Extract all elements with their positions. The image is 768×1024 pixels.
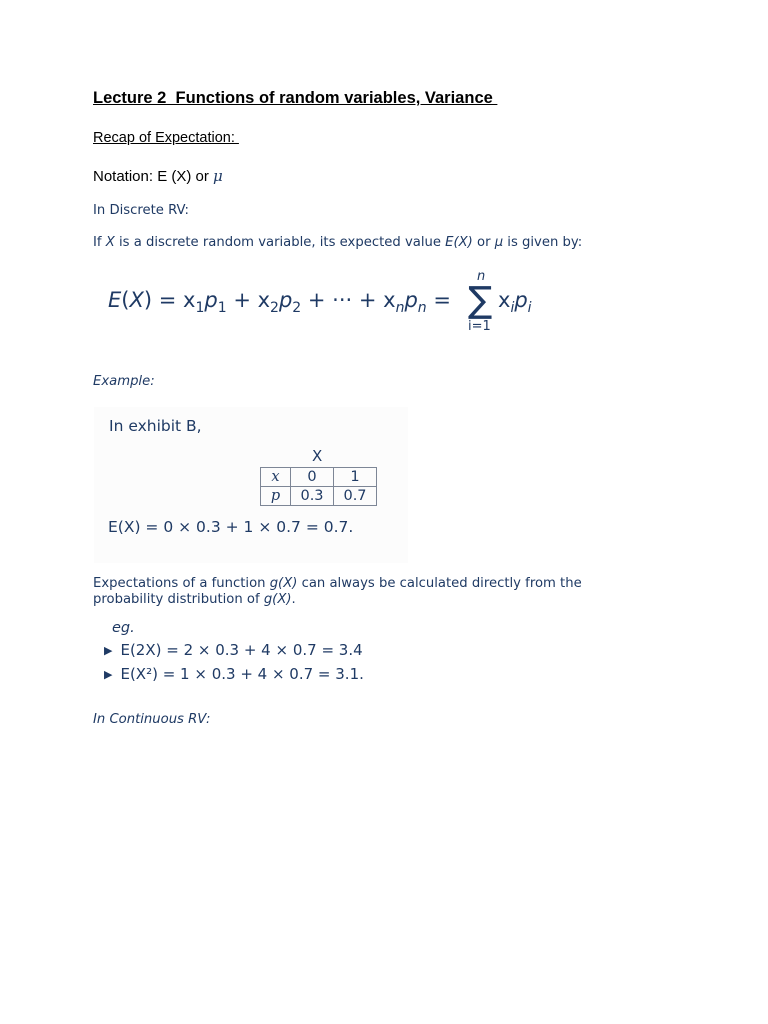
intro-ex: E(X) [445, 235, 473, 250]
intro-mu: μ [494, 235, 504, 250]
table-caption: X [312, 447, 323, 465]
sum-bottom: i=1 [468, 319, 491, 334]
intro-text-4: is given by: [503, 235, 583, 250]
expect-text-3: . [291, 592, 296, 607]
expectation-formula [108, 268, 568, 338]
intro-text-2: is a discrete random variable, its expected value [114, 235, 446, 250]
continuous-heading: In Continuous RV: [93, 712, 211, 727]
lecture-title: Lecture 2 Functions of random variables, Variance [93, 89, 498, 107]
row-label: x [261, 468, 291, 487]
exhibit-box [94, 407, 408, 563]
eg-item-1: E(2X) = 2 × 0.3 + 4 × 0.7 = 3.4 [120, 641, 363, 659]
bullet-triangle-icon: ▶ [104, 668, 113, 681]
list-item [104, 641, 363, 659]
table-row [261, 487, 377, 506]
recap-heading: Recap of Expectation: [93, 130, 239, 146]
discrete-heading: In Discrete RV: [93, 203, 189, 218]
bullet-triangle-icon: ▶ [104, 644, 113, 657]
notation-line [93, 167, 223, 185]
expect-gx: g(X) [269, 576, 298, 591]
distribution-table [260, 467, 377, 506]
formula-lhs: $E(X) = x_1p_1 + x_2p_2$ + ··· + $x_np_n$ = [108, 288, 451, 316]
table-cell: 1 [334, 468, 377, 487]
exhibit-equation: E(X) = 0 × 0.3 + 1 × 0.7 = 0.7. [108, 518, 354, 536]
sum-top: n [477, 269, 486, 284]
intro-text-1: If [93, 235, 106, 250]
expect-text-2: can always be calculated directly from the probability distribution of [93, 576, 582, 607]
eg-item-2: E(X²) = 1 × 0.3 + 4 × 0.7 = 3.1. [120, 665, 364, 683]
discrete-intro [93, 235, 582, 250]
mu-symbol: μ [213, 167, 223, 185]
example-label: Example: [93, 374, 155, 389]
expect-text-1: Expectations of a function [93, 576, 270, 591]
eg-box [96, 617, 386, 689]
table-cell: 0.7 [334, 487, 377, 506]
intro-text-3: or [472, 235, 495, 250]
expect-gx-2: g(X) [263, 592, 292, 607]
sum-term: $x_ip_i$ [498, 288, 532, 316]
sum-sigma: ∑ [468, 280, 493, 321]
notation-text: Notation: E (X) or [93, 168, 214, 185]
intro-x: X [105, 235, 115, 250]
expectation-function-text [93, 576, 653, 608]
list-item [104, 665, 364, 683]
eg-label: eg. [112, 620, 135, 636]
table-cell: 0.3 [291, 487, 334, 506]
row-label: p [261, 487, 291, 506]
table-row [261, 468, 377, 487]
exhibit-title: In exhibit B, [109, 417, 202, 435]
table-cell: 0 [291, 468, 334, 487]
